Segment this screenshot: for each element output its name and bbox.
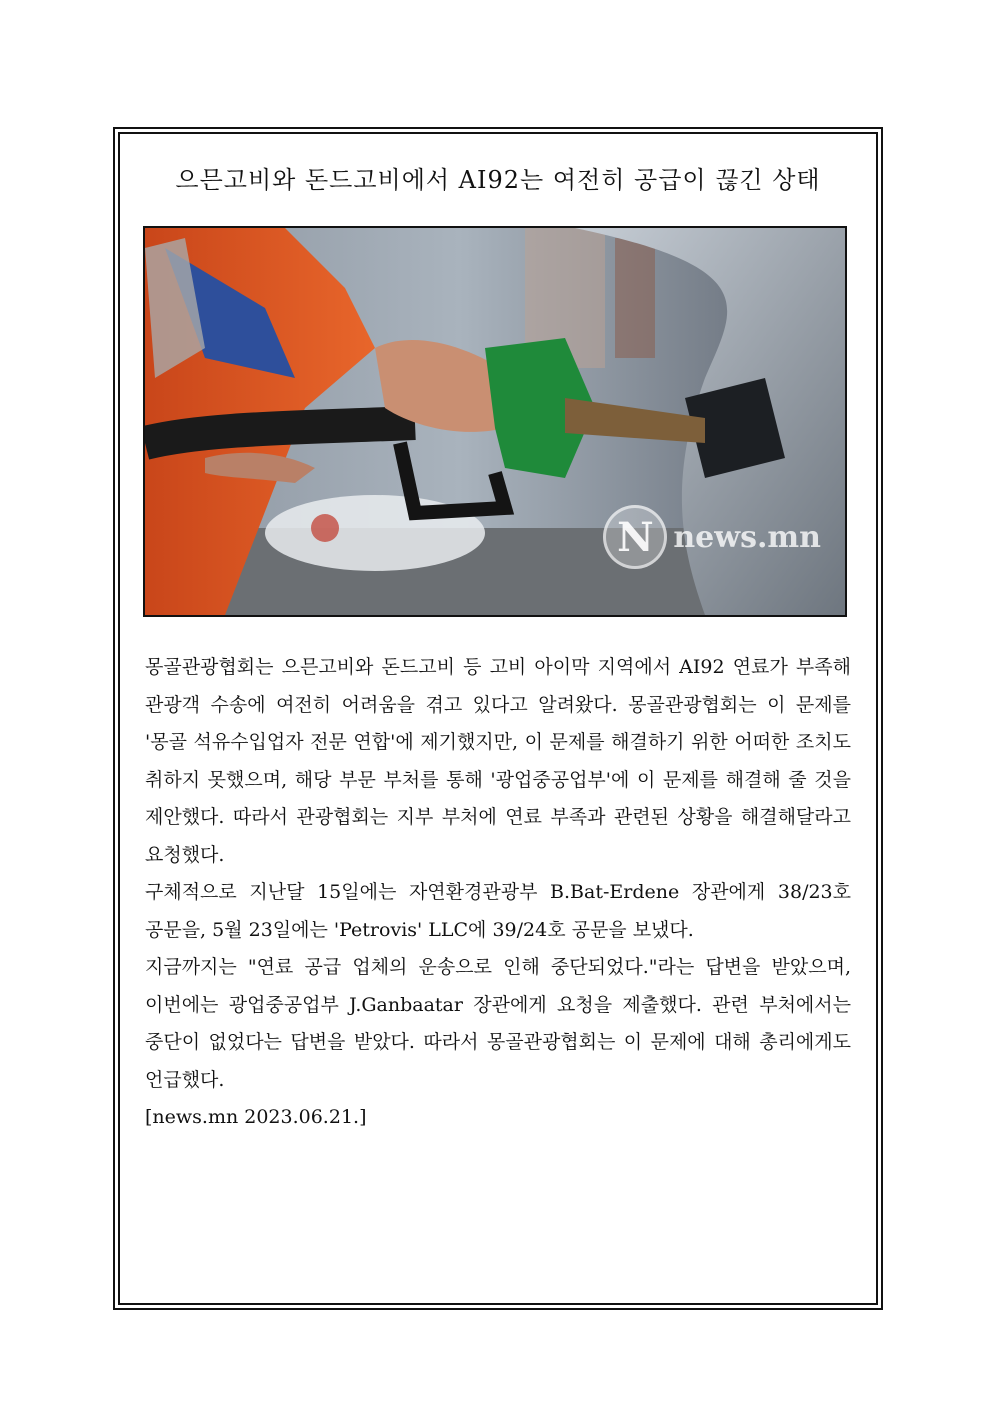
news-logo: N (603, 505, 667, 569)
news-watermark (603, 505, 821, 569)
paragraph-2: 구체적으로 지난달 15일에는 자연환경관광부 B.Bat-Erdene 장관에게 38/23호 공문을, 5월 23일에는 'Petrovis' LLC에 39/24호 공문을 보냈다. (145, 881, 851, 941)
fuel-pump-photo (143, 226, 847, 617)
source-line: [news.mn 2023.06.21.] (145, 1106, 367, 1128)
paragraph-3: 지금까지는 "연료 공급 업체의 운송으로 인해 중단되었다."라는 답변을 받았으며, 이번에는 광업중공업부 J.Ganbaatar 장관에게 요청을 제출했다. 관련 부처에서는 중단이 없었다는 답변을 받았다. 따라서 몽골관광협회는 이 문제에 대해 총리에게도 언급했다. (145, 956, 851, 1091)
watermark-text: news.mn (673, 519, 821, 555)
article-body (145, 649, 851, 1137)
paragraph-1: 몽골관광협회는 으믄고비와 돈드고비 등 고비 아이막 지역에서 AI92 연료가 부족해 관광객 수송에 여전히 어려움을 겪고 있다고 알려왔다. 몽골관광협회는 이 문제를 '몽골 석유수입업자 전문 연합'에 제기했지만, 이 문제를 해결하기 위한 어떠한 조치도 취하지 못했으며, 해당 부문 부처를 통해 '광업중공업부'에 이 문제를 해결해 줄 것을 제안했다. 따라서 관광협회는 지부 부처에 연료 부족과 관련된 상황을 해결해달라고 요청했다. (145, 656, 851, 866)
article-title: 으믄고비와 돈드고비에서 AI92는 여전히 공급이 끊긴 상태 (175, 166, 821, 194)
